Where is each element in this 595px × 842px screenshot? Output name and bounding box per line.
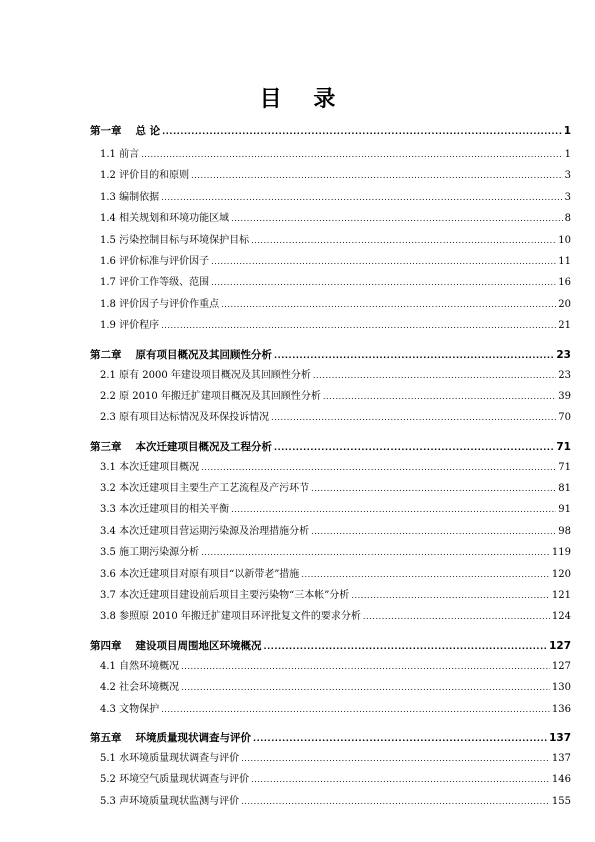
dot-leader: [161, 315, 556, 336]
section-label: 5.1 水环境质量现状调查与评价: [100, 752, 240, 764]
dot-leader: [253, 728, 547, 749]
toc-section-entry[interactable]: [90, 251, 571, 272]
toc-chapter-entry[interactable]: [90, 121, 571, 141]
section-page-number: 16: [558, 277, 571, 289]
section-label: 3.8 参照原 2010 年搬迁扩建项目环评批复文件的要求分析: [100, 611, 361, 623]
section-label: 3.7 本次迁建项目建设前后项目主要污染物“三本帐”分析: [100, 590, 350, 602]
section-page-number: 137: [551, 752, 571, 764]
chapter-page-number: 137: [549, 731, 571, 744]
toc-chapter-entry[interactable]: [90, 437, 571, 457]
section-page-number: 121: [551, 590, 571, 602]
section-label: 3.6 本次迁建项目对原有项目“以新带老”措施: [100, 568, 300, 580]
section-label: 1.2 评价目的和原则: [100, 170, 190, 182]
dot-leader: [274, 437, 554, 458]
section-label: 4.2 社会环境概况: [100, 682, 180, 694]
toc-section-entry[interactable]: [90, 365, 571, 386]
toc-section-entry[interactable]: [90, 585, 571, 606]
dot-leader: [264, 636, 548, 657]
dot-leader: [241, 791, 550, 812]
chapter-block: [90, 345, 571, 429]
dot-leader: [221, 294, 556, 315]
toc-section-entry[interactable]: [90, 748, 571, 769]
toc-section-entry[interactable]: [90, 315, 571, 336]
dot-leader: [351, 585, 550, 606]
section-label: 1.7 评价工作等级、范围: [100, 277, 210, 289]
dot-leader: [323, 386, 556, 407]
section-page-number: 10: [558, 234, 571, 246]
toc-section-entry[interactable]: [90, 144, 571, 165]
toc-section-entry[interactable]: [90, 564, 571, 585]
toc-section-entry[interactable]: [90, 457, 571, 478]
toc-section-entry[interactable]: [90, 230, 571, 251]
section-page-number: 3: [564, 170, 571, 182]
chapter-page-number: 127: [549, 639, 571, 652]
chapter-number: 第五章: [90, 731, 122, 744]
section-label: 1.5 污染控制目标与环境保护目标: [100, 234, 250, 246]
section-label: 4.3 文物保护: [100, 703, 160, 715]
toc-section-entry[interactable]: [90, 165, 571, 186]
chapter-block: [90, 728, 571, 812]
dot-leader: [251, 230, 556, 251]
section-page-number: 70: [558, 412, 571, 424]
chapter-title: 本次迁建项目概况及工程分析: [135, 440, 272, 453]
section-label: 1.4 相关规划和环境功能区域: [100, 213, 230, 225]
chapter-block: [90, 636, 571, 720]
section-label: 3.3 本次迁建项目的相关平衡: [100, 504, 230, 516]
dot-leader: [363, 606, 550, 627]
chapter-title: 环境质量现状调查与评价: [135, 731, 251, 744]
section-page-number: 124: [551, 611, 571, 623]
dot-leader: [211, 272, 556, 293]
section-label: 1.1 前言: [100, 149, 140, 160]
section-page-number: 8: [564, 213, 571, 225]
section-label: 1.3 编制依据: [100, 191, 160, 203]
dot-leader: [161, 187, 563, 208]
page-title: 目 录: [259, 87, 348, 112]
section-page-number: 20: [558, 298, 571, 310]
dot-leader: [231, 208, 563, 229]
section-label: 2.3 原有项目达标情况及环保投诉情况: [100, 412, 270, 424]
section-label: 3.1 本次迁建项目概况: [100, 461, 200, 473]
chapter-number: 第三章: [90, 440, 122, 453]
chapter-title: 建设项目周围地区环境概况: [135, 639, 262, 652]
section-label: 4.1 自然环境概况: [100, 660, 180, 672]
section-page-number: 120: [551, 568, 571, 580]
chapter-block: [90, 437, 571, 628]
section-page-number: 155: [551, 795, 571, 807]
section-page-number: 21: [558, 320, 571, 332]
toc-section-entry[interactable]: [90, 478, 571, 499]
toc-section-entry[interactable]: [90, 542, 571, 563]
section-label: 3.2 本次迁建项目主要生产工艺流程及产污环节: [100, 483, 310, 495]
dot-leader: [201, 542, 550, 563]
section-page-number: 98: [558, 525, 571, 537]
dot-leader: [181, 656, 550, 677]
section-page-number: 136: [551, 703, 571, 715]
chapter-number: 第四章: [90, 639, 122, 652]
section-label: 5.2 环境空气质量现状调查与评价: [100, 774, 250, 786]
section-label: 1.8 评价因子与评价作重点: [100, 298, 220, 310]
toc-section-entry[interactable]: [90, 294, 571, 315]
dot-leader: [241, 748, 550, 769]
toc-section-entry[interactable]: [90, 499, 571, 520]
toc-section-entry[interactable]: [90, 656, 571, 677]
toc-section-entry[interactable]: [90, 699, 571, 720]
toc-section-entry[interactable]: [90, 769, 571, 790]
section-page-number: 91: [558, 504, 571, 516]
section-label: 3.5 施工期污染源分析: [100, 547, 200, 559]
dot-leader: [271, 407, 556, 428]
chapter-page-number: 1: [563, 125, 571, 137]
section-page-number: 3: [564, 191, 571, 203]
dot-leader: [311, 521, 556, 542]
chapter-number: 第一章: [90, 125, 122, 137]
section-label: 2.1 原有 2000 年建设项目概况及其回顾性分析: [100, 369, 311, 381]
toc-section-entry[interactable]: [90, 208, 571, 229]
dot-leader: [162, 121, 562, 142]
toc-section-entry[interactable]: [90, 407, 571, 428]
dot-leader: [274, 345, 554, 366]
section-page-number: 39: [558, 390, 571, 402]
dot-leader: [191, 165, 563, 186]
toc-chapter-entry[interactable]: [90, 345, 571, 365]
section-label: 5.3 声环境质量现状监测与评价: [100, 795, 240, 807]
section-page-number: 127: [551, 660, 571, 672]
dot-leader: [301, 564, 550, 585]
dot-leader: [161, 699, 550, 720]
section-label: 3.4 本次迁建项目营运期污染源及治理措施分析: [100, 525, 310, 537]
section-page-number: 146: [551, 774, 571, 786]
table-of-contents: [90, 121, 571, 820]
dot-leader: [211, 251, 556, 272]
dot-leader: [311, 478, 556, 499]
dot-leader: [231, 499, 556, 520]
chapter-number: 第二章: [90, 348, 122, 361]
section-page-number: 1: [564, 149, 571, 160]
chapter-title: 总 论: [135, 125, 161, 137]
toc-section-entry[interactable]: [90, 187, 571, 208]
section-page-number: 71: [558, 461, 571, 473]
section-page-number: 11: [558, 255, 571, 267]
chapter-page-number: 71: [556, 440, 571, 453]
section-page-number: 23: [558, 369, 571, 381]
section-label: 1.6 评价标准与评价因子: [100, 255, 210, 267]
toc-section-entry[interactable]: [90, 386, 571, 407]
toc-section-entry[interactable]: [90, 677, 571, 698]
dot-leader: [201, 457, 556, 478]
section-page-number: 81: [558, 483, 571, 495]
section-page-number: 130: [551, 682, 571, 694]
toc-chapter-entry[interactable]: [90, 728, 571, 748]
dot-leader: [141, 144, 563, 165]
chapter-block: [90, 121, 571, 337]
chapter-page-number: 23: [556, 348, 571, 361]
toc-chapter-entry[interactable]: [90, 636, 571, 656]
section-page-number: 119: [551, 547, 571, 559]
dot-leader: [313, 365, 556, 386]
toc-section-entry[interactable]: [90, 606, 571, 627]
toc-section-entry[interactable]: [90, 521, 571, 542]
section-label: 2.2 原 2010 年搬迁扩建项目概况及其回顾性分析: [100, 390, 321, 402]
toc-section-entry[interactable]: [90, 272, 571, 293]
section-label: 1.9 评价程序: [100, 320, 160, 332]
dot-leader: [181, 677, 550, 698]
toc-section-entry[interactable]: [90, 791, 571, 812]
chapter-title: 原有项目概况及其回顾性分析: [135, 348, 272, 361]
dot-leader: [251, 769, 550, 790]
